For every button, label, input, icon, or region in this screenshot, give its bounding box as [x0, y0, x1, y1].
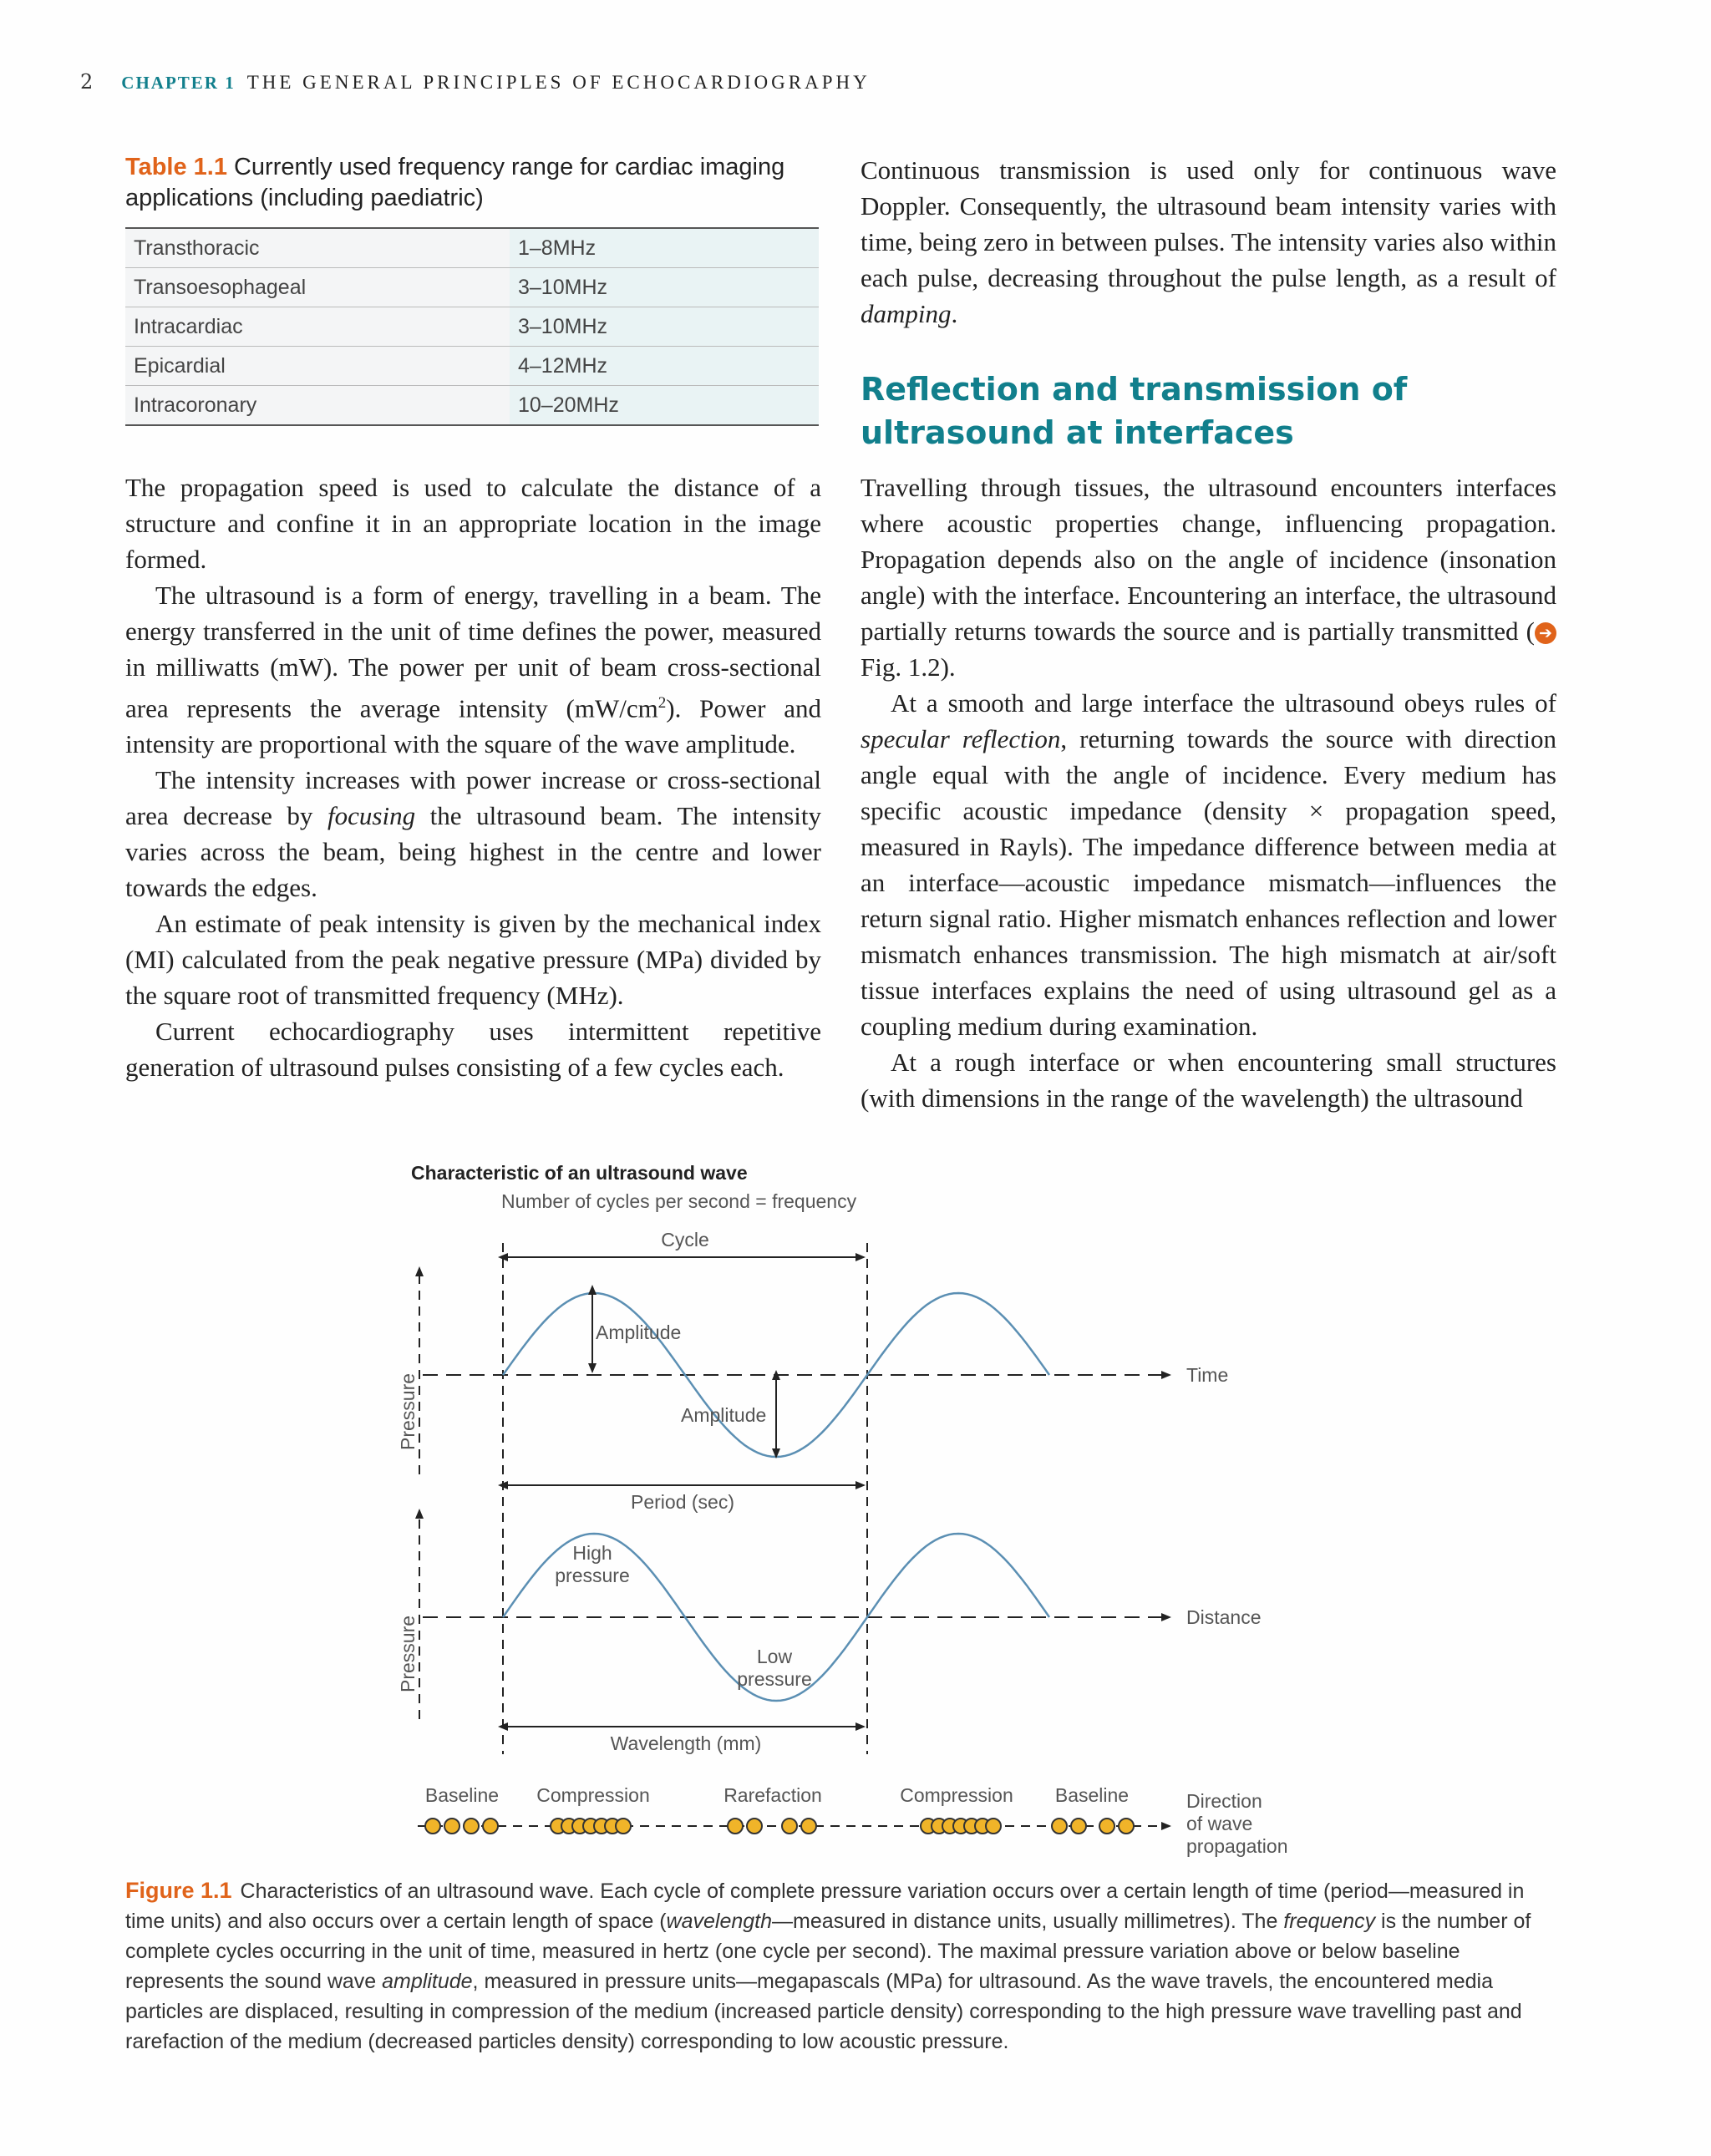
- pressure-label-top: Pressure: [397, 1372, 419, 1451]
- period-label: Period (sec): [631, 1491, 734, 1513]
- direction-label-1: Direction: [1186, 1790, 1262, 1812]
- table-row: [125, 307, 819, 347]
- left-column-text: [125, 469, 821, 1085]
- paragraph-text: The ultrasound is a form of energy, travelling in a beam. The energy transferred in the unit of time defines the power, measured in milliwatts (mW). The power per unit of beam cross-sectional area represents the average intensity (mW/cm: [125, 581, 821, 723]
- table-row: [125, 268, 819, 307]
- rarefaction-label: Rarefaction: [723, 1784, 822, 1806]
- direction-label-2: of wave: [1186, 1813, 1253, 1834]
- paragraph-text: , returning towards the source with direction angle equal with the angle of incidence. Every medium has specific acoustic impedance (density × propagation speed, measured in Rayls). The impedance difference between media at an interface—acoustic impedance mismatch—influences the return signal ratio. Higher mismatch enhances reflection and lower mismatch enhances transmission. The high mismatch at air/soft tissue interfaces explains the need of using ultrasound gel as a coupling medium during examination.: [861, 724, 1556, 1041]
- time-label: Time: [1186, 1364, 1229, 1386]
- caption-text: —measured in distance units, usually millimetres). The: [772, 1910, 1284, 1933]
- figure-label: Figure 1.1: [125, 1878, 232, 1903]
- table-cell-range: 3–10MHz: [510, 268, 819, 307]
- medium-particle: [1099, 1819, 1114, 1834]
- chapter-title: THE GENERAL PRINCIPLES OF ECHOCARDIOGRAPHY: [246, 72, 871, 93]
- compression-label-left: Compression: [536, 1784, 650, 1806]
- paragraph: An estimate of peak intensity is given by the mechanical index (MI) calculated from the peak negative pressure (MPa) divided by the square root of transmitted frequency (MHz).: [125, 909, 821, 1011]
- figure-subtitle: Number of cycles per second = frequency: [501, 1190, 857, 1212]
- figure-caption: [125, 1875, 1562, 2057]
- right-column-text-top: [861, 152, 1556, 332]
- baseline-label-right: Baseline: [1054, 1784, 1130, 1806]
- table-row: [125, 228, 819, 268]
- paragraph: [125, 577, 821, 762]
- cross-reference-arrow-icon[interactable]: ➔: [1535, 622, 1556, 644]
- amplitude-label-lower: Amplitude: [681, 1404, 767, 1426]
- paragraph: [861, 685, 1556, 1044]
- chapter-label: CHAPTER 1: [121, 73, 236, 93]
- emphasis: wavelength: [666, 1910, 773, 1933]
- high-pressure-label-2: pressure: [555, 1565, 630, 1586]
- high-pressure-label-1: High: [572, 1542, 612, 1564]
- table-caption: [125, 152, 819, 214]
- paragraph-text: the ultrasound beam. The intensity varies across the beam, being highest in the centre and lower towards the edges.: [125, 801, 821, 903]
- emphasis: frequency: [1283, 1910, 1376, 1933]
- table-cell-range: 10–20MHz: [510, 386, 819, 426]
- medium-particle: [1071, 1819, 1086, 1834]
- frequency-table: [125, 227, 819, 426]
- paragraph: [861, 152, 1556, 332]
- medium-particle: [986, 1819, 1001, 1834]
- paragraph-text: ).: [940, 652, 956, 682]
- paragraph-text: The intensity increases with power increase or cross-sectional area decrease by: [125, 765, 821, 831]
- caption-text: , measured in pressure units—megapascals (MPa) for ultrasound. As the wave travels, the encountered media particles are displaced, resulting in compression of the medium (increased particle density) corresponding to the high pressure wave travelling past and rarefaction of the medium (decreased particles density) corresponding to low acoustic pressure.: [125, 1970, 1522, 2053]
- table-cell-application: Transoesophageal: [125, 268, 510, 307]
- paragraph-text: .: [951, 299, 958, 328]
- paragraph-text: Continuous transmission is used only for continuous wave Doppler. Consequently, the ultrasound beam intensity varies with time, being zero in between pulses. The intensity varies also within each pulse, decreasing throughout the pulse length, as a result of: [861, 155, 1556, 292]
- table-cell-range: 4–12MHz: [510, 347, 819, 386]
- table-cell-application: Intracoronary: [125, 386, 510, 426]
- medium-particle: [616, 1819, 631, 1834]
- pressure-label-bottom: Pressure: [397, 1615, 419, 1693]
- caption-text: is the number of complete cycles occurring in the unit of time, measured in hertz (one cycle per second). The maximal pressure variation above or below baseline represents the sound wave: [125, 1910, 1531, 1993]
- table-cell-range: 3–10MHz: [510, 307, 819, 347]
- table-cell-application: Epicardial: [125, 347, 510, 386]
- medium-particle: [782, 1819, 797, 1834]
- right-column-text: [861, 469, 1556, 1116]
- emphasis: amplitude: [382, 1970, 473, 1993]
- caption-text: Characteristics of an ultrasound wave. Each cycle of complete pressure variation occurs over a certain length of time (period—measured in time units) and also occurs over a certain length of space (: [125, 1880, 1525, 1933]
- medium-particle: [728, 1819, 743, 1834]
- running-header: [80, 70, 871, 94]
- paragraph: [861, 469, 1556, 685]
- cycle-label: Cycle: [661, 1229, 709, 1250]
- medium-particle: [801, 1819, 816, 1834]
- emphasis: specular reflection: [861, 724, 1061, 753]
- table-caption-text: Currently used frequency range for cardiac imaging applications (including paediatric): [125, 154, 785, 211]
- medium-particle: [425, 1819, 440, 1834]
- table-row: [125, 347, 819, 386]
- low-pressure-label-2: pressure: [737, 1668, 812, 1690]
- medium-particle: [483, 1819, 498, 1834]
- ultrasound-wave-figure: [0, 1144, 1711, 1863]
- emphasis: damping: [861, 299, 952, 328]
- paragraph-text: Travelling through tissues, the ultrasound encounters interfaces where acoustic properties change, influencing propagation. Propagation depends also on the angle of incidence (insonation angle) with the interface. Encountering an interface, the ultrasound partially returns towards the source and is partially transmitted (: [861, 473, 1556, 646]
- table-cell-application: Intracardiac: [125, 307, 510, 347]
- low-pressure-label-1: Low: [756, 1646, 793, 1667]
- section-heading: Reflection and transmission of ultrasound at interfaces: [861, 371, 1408, 451]
- figure-title: Characteristic of an ultrasound wave: [411, 1162, 748, 1184]
- page-number: 2: [80, 70, 94, 94]
- distance-label: Distance: [1186, 1606, 1262, 1628]
- paragraph: Current echocardiography uses intermittent repetitive generation of ultrasound pulses consisting of a few cycles each.: [125, 1017, 821, 1083]
- amplitude-label-upper: Amplitude: [596, 1322, 682, 1343]
- medium-particle: [1052, 1819, 1067, 1834]
- table-label: Table 1.1: [125, 154, 227, 180]
- wavelength-label: Wavelength (mm): [610, 1732, 762, 1754]
- paragraph: At a rough interface or when encountering small structures (with dimensions in the range of the wavelength) the ultrasound: [861, 1048, 1556, 1113]
- medium-particle: [1119, 1819, 1134, 1834]
- paragraph-text: At a smooth and large interface the ultrasound obeys rules of: [891, 688, 1556, 718]
- direction-label-3: propagation: [1186, 1835, 1288, 1857]
- table-row: [125, 386, 819, 426]
- compression-label-right: Compression: [900, 1784, 1013, 1806]
- table-cell-range: 1–8MHz: [510, 228, 819, 268]
- baseline-label-left: Baseline: [424, 1784, 500, 1806]
- paragraph: [125, 762, 821, 906]
- superscript: 2: [657, 694, 667, 712]
- paragraph: The propagation speed is used to calculate the distance of a structure and confine it in an appropriate location in the image formed.: [125, 473, 821, 574]
- medium-particle: [747, 1819, 762, 1834]
- medium-particle: [464, 1819, 479, 1834]
- table-cell-application: Transthoracic: [125, 228, 510, 268]
- medium-particle: [444, 1819, 459, 1834]
- paragraph-text: ). Power and intensity are proportional with the square of the wave amplitude.: [125, 693, 822, 759]
- emphasis: focusing: [327, 801, 416, 831]
- figure-reference-link[interactable]: Fig. 1.2: [861, 652, 941, 682]
